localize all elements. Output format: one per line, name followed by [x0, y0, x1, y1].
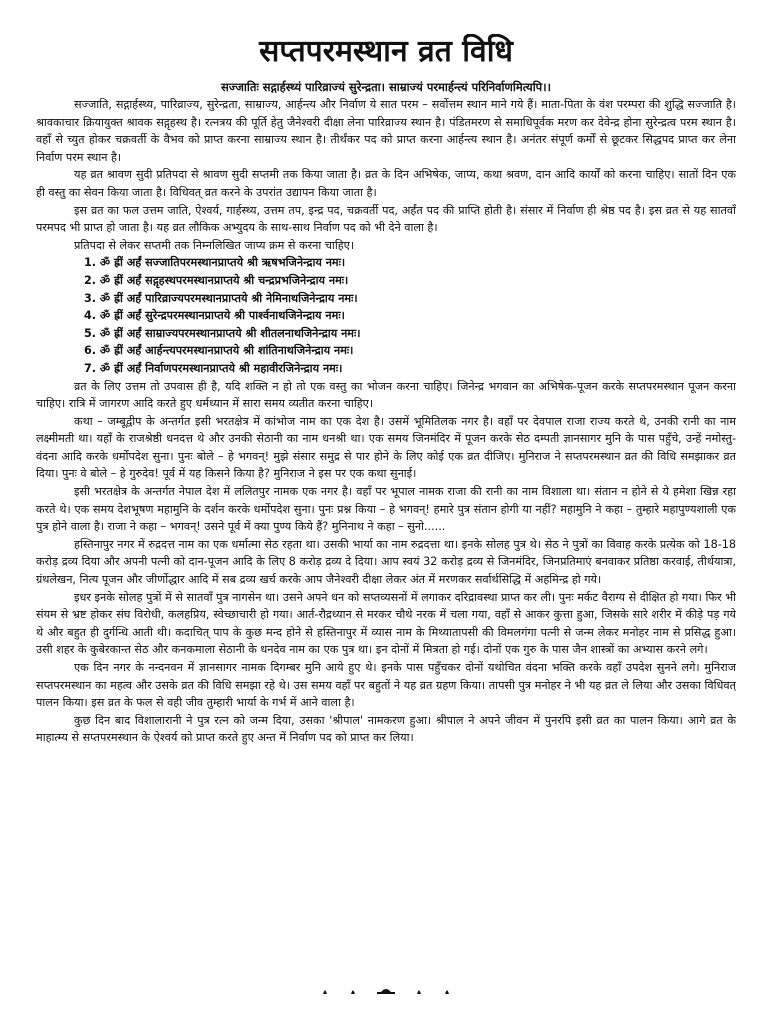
story-paragraph: कुछ दिन बाद विशालारानी ने पुत्र रत्न को जन्म दिया, उसका 'श्रीपाल' नामकरण हुआ। श्रीपाल ने अपने जीवन में पुनरपि इसी व्रत का पालन किया। आगे व्रत के माहात्म्य से सप्तपरमस्थान के ऐश्वर्य को प्राप्त करते हुए अन्त में निर्वाण पद को प्राप्त कर लिया।: [36, 713, 736, 745]
mantra-item: 3. ॐ ह्रीं अर्हं पारिव्राज्यपरमस्थानप्राप्तये श्री नेमिनाथजिनेन्द्राय नमः।: [84, 291, 358, 305]
body-paragraph: व्रत के लिए उत्तम तो उपवास ही है, यदि शक्ति न हो तो एक वस्तु का भोजन करना चाहिए। जिनेन्द्र भगवान का अभिषेक-पूजन करके सप्तपरमस्थान पूजन करना चाहिए। रात्रि में जागरण आदि करते हुए धर्मध्यान में सारा समय व्यतीत करना चाहिए।: [36, 379, 736, 411]
story-paragraph: कथा – जम्बूद्वीप के अन्तर्गत इसी भरतक्षेत्र में कांभोज नाम का एक देश है। उसमें भूमितिलक नगर है। वहाँ पर देवपाल राजा राज्य करते थे, उनकी रानी का नाम लक्ष्मीमती था। यहाँ के राजश्रेष्ठी धनदत्त थे और उनकी सेठानी का नाम धनश्री था। एक समय जिनमंदिर में पूजन करके सेठ दम्पती ज्ञानसागर मुनि के पास पहुँचे, उन्हें नमोस्तु-वंदना आदि करके धर्मोपदेश सुना। पुनः बोले – हे भगवन्! मुझे संसार समुद्र से पार होने के लिए कोई एक व्रत दीजिए। मुनिराज ने सप्तपरमस्थान व्रत की विधि समझाकर व्रत दिया। पुनः वे बोले – हे गुरुदेव! पूर्व में यह किसने किया है? मुनिराज ने इस पर एक कथा सुनाई।: [36, 414, 736, 481]
story-paragraph: एक दिन नगर के नन्दनवन में ज्ञानसागर नामक दिगम्बर मुनि आये हुए थे। इनके पास पहुँचकर दोनों यथोचित वंदना भक्ति करके वहाँ उपदेश सुनने लगे। मुनिराज सप्तपरमस्थान का महत्व और उसके व्रत की विधि समझा रहे थे। उस समय वहाँ पर बहुतों ने यह व्रत ग्रहण किया। तापसी पुत्र मनोहर ने भी यह व्रत ले लिया और उसका विधिवत् पालन किया। इस व्रत के फल से वही जीव तुम्हारी भार्या के गर्भ में आने वाला है।: [36, 661, 736, 710]
page-title: सप्तपरमस्थान व्रत विधि: [259, 34, 513, 69]
intro-paragraph: इस व्रत का फल उत्तम जाति, ऐश्वर्य, गार्हस्थ्य, उत्तम तप, इन्द्र पद, चक्रवर्ती पद, अर्हंत पद की प्राप्ति होती है। संसार में निर्वाण ही श्रेष्ठ पद है। इस व्रत से यह सातवाँ परमपद भी प्राप्त हो जाता है। यह व्रत लौकिक अभ्युदय के साथ-साथ निर्वाण पद को भी देने वाला है।: [36, 203, 736, 235]
mantra-item: 6. ॐ ह्रीं अर्हं आर्हन्त्यपरमस्थानप्राप्तये श्री शांतिनाथजिनेन्द्राय नमः।: [84, 344, 354, 358]
mantra-item: 7. ॐ ह्रीं अर्हं निर्वाणपरमस्थानप्राप्तये श्री महावीरजिनेन्द्राय नमः।: [84, 361, 343, 375]
kalash-and-lamps-icon: [311, 986, 461, 994]
shloka: सज्जातिः सद्गार्हस्थ्यं पारिव्राज्यं सुरेन्द्रता। साम्राज्यं परमार्हन्त्यं परिनिर्वाणमित्यपि।।: [221, 80, 551, 94]
mantra-item: 5. ॐ ह्रीं अर्हं साम्राज्यपरमस्थानप्राप्तये श्री शीतलनाथजिनेन्द्राय नमः।: [84, 326, 361, 340]
mantra-list: [36, 254, 736, 377]
intro-paragraph: प्रतिपदा से लेकर सप्तमी तक निम्नलिखित जाप्य क्रम से करना चाहिए।: [74, 238, 355, 252]
mantra-item: 1. ॐ ह्रीं अर्हं सज्जातिपरमस्थानप्राप्तये श्री ऋषभजिनेन्द्राय नमः।: [84, 256, 346, 270]
intro-paragraph: सज्जाति, सद्गार्हस्थ्य, पारिव्राज्य, सुरेन्द्रता, साम्राज्य, आर्हन्त्य और निर्वाण ये सात परम – सर्वोत्तम स्थान माने गये हैं। माता-पिता के वंश परम्परा की शुद्धि सज्जाति है। श्रावकाचार क्रियायुक्त श्रावक सद्गृहस्थ है। रत्नत्रय की पूर्ति हेतु जैनेश्वरी दीक्षा लेना पारिव्राज्य स्थान है। पंडितमरण से समाधिपूर्वक मरण कर देवेन्द्र होना सुरेन्द्रत्व परम स्थान है। वहाँ से च्युत होकर चक्रवर्ती के वैभव को प्राप्त करना साम्राज्य स्थान है। तीर्थंकर पद को प्राप्त करना आर्हन्त्य स्थान है। अनंतर संपूर्ण कर्मों से छूटकर सिद्धपद प्राप्त कर लेना निर्वाण परम स्थान है।: [36, 98, 736, 164]
story-paragraph: इसी भरतक्षेत्र के अन्तर्गत नेपाल देश में ललितपुर नामक एक नगर है। वहाँ पर भूपाल नामक राजा की रानी का नाम विशाला था। संतान न होने से ये हमेशा खिन्न रहा करते थे। एक समय देशभूषण महामुनि के दर्शन करके धर्मोपदेश सुना। पुनः प्रश्न किया – हे भगवन्! हमारे पुत्र संतान होगी या नहीं? महामुनि ने कहा – तुम्हारे महापुण्यशाली एक पुत्र होने वाला है। राजा ने कहा – भगवन्! उसने पूर्व में क्या पुण्य किये हैं? मुनिनाथ ने कहा – सुनो......: [36, 485, 736, 534]
story-paragraph: इधर इनके सोलह पुत्रों में से सातवाँ पुत्र नागसेन था। उसने अपने धन को सप्तव्यसनों में लगाकर दरिद्रावस्था प्राप्त कर ली। पुनः मर्कट वैराग्य से दीक्षित हो गया। फिर भी संयम से भ्रष्ट होकर संघ विरोधी, कलहप्रिय, स्वेच्छाचारी हो गया। आर्त-रौद्रध्यान से मरकर चौथे नरक में चला गया, वहाँ से आकर कुत्ता हुआ, जिसके सारे शरीर में कीड़े पड़ गये थे और बहुत ही दुर्गन्धि आती थी। कदाचित् पाप के कुछ मन्द होने से हस्तिनापुर में व्यास नाम के मिथ्यातापसी की विमलगंगा पत्नी से जन्म लेकर मनोहर नाम से प्रसिद्ध हुआ। उसी शहर के कुबेरकान्त सेठ और कनकमाला सेठानी के धनदेव नाम का एक पुत्र था। इन दोनों में मित्रता हो गई। दोनों एक गुरु के पास जैन शास्त्रों का अभ्यास करने लगे।: [36, 590, 736, 657]
footer-ornament: [36, 986, 736, 994]
document-page: [36, 34, 736, 994]
story-paragraph: हस्तिनापुर नगर में रुद्रदत्त नाम का एक धर्मात्मा सेठ रहता था। उसकी भार्या का नाम रुद्रदत्ता था। इनके सोलह पुत्र थे। सेठ ने पुत्रों का विवाह करके प्रत्येक को 18-18 करोड़ द्रव्य दिया और अपनी पत्नी को दान-पूजन आदि के लिए 8 करोड़ द्रव्य दे दिया। आप स्वयं 32 करोड़ द्रव्य से जिनमंदिर, जिनप्रतिमाएं बनवाकर प्रतिष्ठा करवाई, तीर्थयात्रा, ग्रंथलेखन, नित्य पूजन और जीर्णोद्धार आदि में सब द्रव्य खर्च करके आप जैनेश्वरी दीक्षा लेकर अंत में मरणकर सर्वार्थसिद्धि में अहमिन्द्र हो गये।: [36, 537, 736, 587]
intro-paragraph: यह व्रत श्रावण सुदी प्रतिपदा से श्रावण सुदी सप्तमी तक किया जाता है। व्रत के दिन अभिषेक, जाप्य, कथा श्रवण, दान आदि कार्यों को करना चाहिए। सातों दिन एक ही वस्तु का सेवन किया जाता है। विधिवत् व्रत करने के उपरांत उद्यापन किया जाता है।: [36, 168, 736, 199]
mantra-item: 4. ॐ ह्रीं अर्हं सुरेन्द्रपरमस्थानप्राप्तये श्री पार्श्वनाथजिनेन्द्राय नमः।: [84, 309, 345, 323]
mantra-item: 2. ॐ ह्रीं अर्हं सद्गृहस्थपरमस्थानप्राप्तये श्री चन्द्रप्रभजिनेन्द्राय नमः।: [84, 273, 349, 287]
